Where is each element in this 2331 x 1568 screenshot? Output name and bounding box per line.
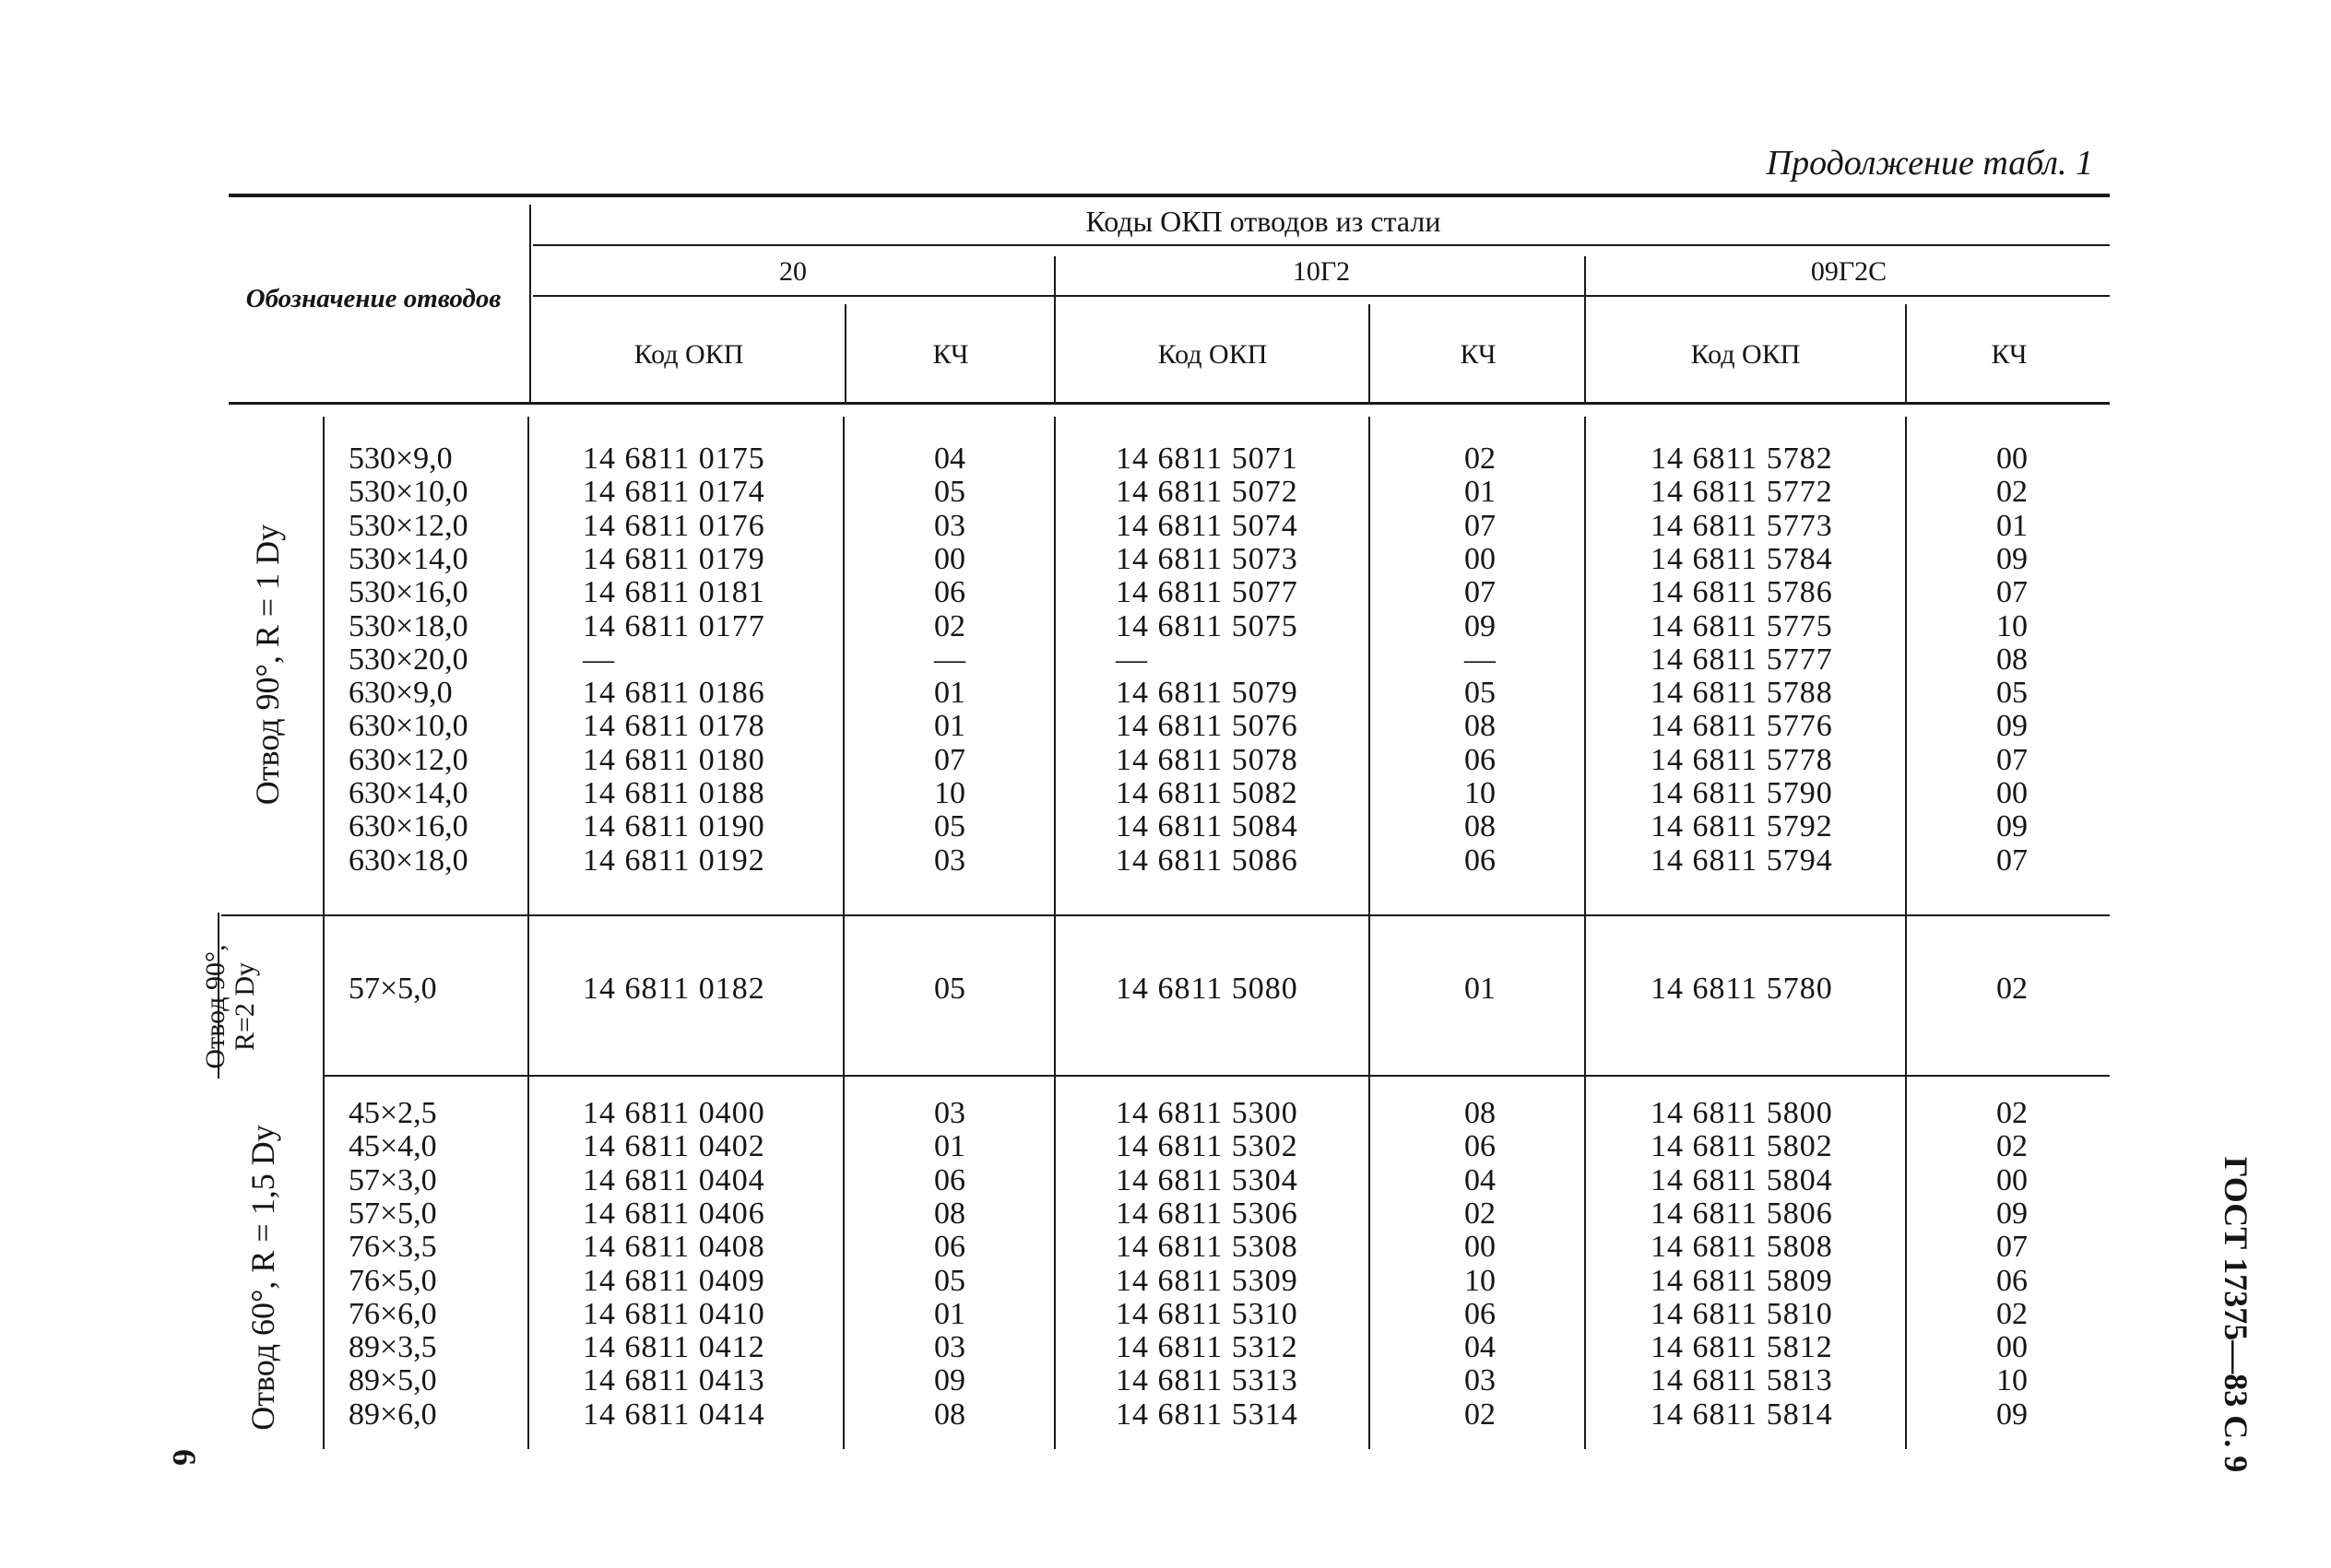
okp-code-cell-10g2: 14 6811 5309 [1116, 1263, 1298, 1298]
kch-cell-10g2: 08 [1464, 1096, 1496, 1130]
group-label-90-r1: Отвод 90°, R = 1 Dy [249, 524, 286, 806]
kch-cell-09g2s: 00 [1996, 1330, 2028, 1365]
designation-cell: 57×5,0 [349, 972, 437, 1006]
designation-cell: 76×5,0 [349, 1263, 437, 1298]
kch-header-10g2: КЧ [1460, 339, 1497, 370]
kch-cell-20: 05 [934, 1263, 965, 1298]
okp-code-cell-20: 14 6811 0410 [583, 1296, 765, 1331]
kch-cell-10g2: 01 [1464, 972, 1496, 1006]
designation-cell: 530×10,0 [349, 475, 468, 510]
steel-09g2s-header: 09Г2С [1810, 256, 1887, 287]
kch-cell-10g2: 02 [1464, 1397, 1496, 1432]
okp-code-cell-10g2: 14 6811 5074 [1116, 508, 1298, 543]
designation-cell: 530×20,0 [349, 642, 468, 677]
kch-cell-20: 03 [934, 843, 965, 878]
okp-code-cell-10g2: 14 6811 5300 [1116, 1096, 1298, 1130]
okp-code-cell-09g2s: 14 6811 5806 [1651, 1196, 1833, 1231]
kch-cell-09g2s: 02 [1996, 1296, 2028, 1331]
okp-code-cell-10g2: 14 6811 5313 [1116, 1363, 1298, 1398]
designation-cell: 530×14,0 [349, 541, 468, 576]
steel-20-header: 20 [779, 256, 807, 287]
designation-cell: 630×18,0 [349, 843, 468, 878]
kch-cell-09g2s: 00 [1996, 442, 2028, 476]
kch-cell-10g2: 00 [1464, 1230, 1496, 1265]
okp-code-cell-09g2s: 14 6811 5814 [1651, 1397, 1833, 1432]
body-divider-4 [1584, 417, 1586, 1449]
designation-cell: 89×5,0 [349, 1363, 437, 1398]
kch-cell-20: 08 [934, 1196, 965, 1231]
okp-code-cell-09g2s: 14 6811 5778 [1651, 742, 1833, 777]
kch-cell-10g2: 02 [1464, 442, 1496, 476]
kch-cell-09g2s: 09 [1996, 541, 2028, 576]
kch-cell-20: 10 [934, 776, 965, 810]
group-separator-2 [323, 1075, 2110, 1077]
subheader-rule [533, 295, 2110, 297]
okp-code-cell-20: 14 6811 0176 [583, 508, 765, 543]
table-continuation-caption: Продолжение табл. 1 [1766, 144, 2093, 183]
code-okp-header-20: Код ОКП [633, 339, 744, 370]
okp-code-cell-20: 14 6811 0179 [583, 541, 765, 576]
body-divider-5 [1905, 417, 1907, 1449]
designation-header: Обозначение отводов [245, 284, 502, 313]
okp-code-cell-10g2: 14 6811 5077 [1116, 575, 1298, 610]
designation-cell: 630×9,0 [349, 676, 453, 711]
header-divider-kch-3 [1905, 304, 1907, 404]
kch-cell-09g2s: 09 [1996, 709, 2028, 744]
kch-cell-09g2s: 05 [1996, 676, 2028, 711]
okp-code-cell-09g2s: 14 6811 5802 [1651, 1129, 1833, 1164]
designation-cell: 89×6,0 [349, 1397, 437, 1432]
kch-cell-10g2: 07 [1464, 575, 1496, 610]
kch-cell-10g2: 02 [1464, 1196, 1496, 1231]
kch-cell-09g2s: 00 [1996, 1162, 2028, 1197]
steel-header-rule [533, 244, 2110, 246]
kch-cell-10g2: 10 [1464, 776, 1496, 810]
kch-cell-20: 06 [934, 575, 965, 610]
designation-cell: 630×10,0 [349, 709, 468, 744]
kch-cell-10g2: 05 [1464, 676, 1496, 711]
kch-cell-10g2: 06 [1464, 742, 1496, 777]
okp-code-cell-20: 14 6811 0400 [583, 1096, 765, 1130]
okp-code-cell-09g2s: 14 6811 5788 [1651, 676, 1833, 711]
okp-code-cell-09g2s: 14 6811 5790 [1651, 776, 1833, 810]
okp-code-cell-10g2: 14 6811 5073 [1116, 541, 1298, 576]
header-divider-main [529, 205, 531, 404]
kch-cell-20: 05 [934, 475, 965, 510]
okp-code-cell-10g2: 14 6811 5082 [1116, 776, 1298, 810]
kch-cell-20: 04 [934, 442, 965, 476]
designation-cell: 57×5,0 [349, 1196, 437, 1231]
steel-10g2-header: 10Г2 [1292, 256, 1351, 287]
okp-code-cell-09g2s: 14 6811 5786 [1651, 575, 1833, 610]
kch-header-09g2s: КЧ [1991, 339, 2028, 370]
okp-code-cell-09g2s: 14 6811 5782 [1651, 442, 1833, 476]
okp-code-cell-09g2s: 14 6811 5776 [1651, 709, 1833, 744]
okp-code-cell-20: 14 6811 0180 [583, 742, 765, 777]
kch-cell-10g2: 10 [1464, 1263, 1496, 1298]
okp-code-cell-10g2: 14 6811 5314 [1116, 1397, 1298, 1432]
okp-code-cell-10g2: 14 6811 5076 [1116, 709, 1298, 744]
okp-code-cell-09g2s: 14 6811 5800 [1651, 1096, 1833, 1130]
okp-code-cell-10g2: 14 6811 5072 [1116, 475, 1298, 510]
kch-cell-20: 06 [934, 1230, 965, 1265]
okp-code-cell-09g2s: 14 6811 5808 [1651, 1230, 1833, 1265]
okp-code-cell-10g2: 14 6811 5302 [1116, 1129, 1298, 1164]
kch-cell-09g2s: 02 [1996, 475, 2028, 510]
kch-cell-09g2s: 06 [1996, 1263, 2028, 1298]
designation-cell: 45×2,5 [349, 1096, 437, 1130]
header-divider-steel-1 [1054, 256, 1056, 404]
kch-cell-20: 00 [934, 541, 965, 576]
okp-code-cell-10g2: 14 6811 5308 [1116, 1230, 1298, 1265]
okp-code-cell-09g2s: 14 6811 5809 [1651, 1263, 1833, 1298]
okp-code-cell-20: 14 6811 0175 [583, 442, 765, 476]
designation-cell: 57×3,0 [349, 1162, 437, 1197]
okp-code-cell-20: 14 6811 0182 [583, 972, 765, 1006]
group-separator-1 [221, 914, 2110, 916]
okp-code-cell-10g2: 14 6811 5075 [1116, 608, 1298, 643]
okp-code-cell-09g2s: 14 6811 5810 [1651, 1296, 1833, 1331]
okp-code-cell-10g2: 14 6811 5078 [1116, 742, 1298, 777]
header-divider-kch-2 [1368, 304, 1370, 404]
code-okp-header-10g2: Код ОКП [1157, 339, 1268, 370]
okp-codes-header: Коды ОКП отводов из стали [1085, 205, 1441, 238]
okp-code-cell-09g2s: 14 6811 5813 [1651, 1363, 1833, 1398]
okp-code-cell-10g2: 14 6811 5079 [1116, 676, 1298, 711]
kch-cell-09g2s: 07 [1996, 843, 2028, 878]
body-divider-1 [843, 417, 845, 1449]
header-bottom-rule [229, 402, 2110, 405]
okp-code-cell-20: — [583, 642, 615, 677]
okp-code-cell-10g2: 14 6811 5084 [1116, 809, 1298, 844]
okp-code-cell-09g2s: 14 6811 5780 [1651, 972, 1833, 1006]
okp-code-cell-10g2: 14 6811 5080 [1116, 972, 1298, 1006]
designation-cell: 530×18,0 [349, 608, 468, 643]
group-label-90-r2: Отвод 90°, R=2 Dy [200, 944, 260, 1069]
body-divider-3 [1368, 417, 1370, 1449]
kch-cell-20: 02 [934, 608, 965, 643]
designation-cell: 630×12,0 [349, 742, 468, 777]
okp-code-cell-20: 14 6811 0190 [583, 809, 765, 844]
okp-code-cell-09g2s: 14 6811 5794 [1651, 843, 1833, 878]
kch-cell-10g2: 04 [1464, 1162, 1496, 1197]
kch-cell-09g2s: 10 [1996, 1363, 2028, 1398]
okp-code-cell-20: 14 6811 0192 [583, 843, 765, 878]
okp-code-cell-10g2: 14 6811 5086 [1116, 843, 1298, 878]
kch-cell-20: 01 [934, 709, 965, 744]
okp-code-cell-20: 14 6811 0408 [583, 1230, 765, 1265]
okp-code-cell-20: 14 6811 0186 [583, 676, 765, 711]
designation-cell: 45×4,0 [349, 1129, 437, 1164]
code-okp-header-09g2s: Код ОКП [1690, 339, 1801, 370]
kch-cell-10g2: 08 [1464, 709, 1496, 744]
okp-code-cell-09g2s: 14 6811 5784 [1651, 541, 1833, 576]
okp-code-cell-20: 14 6811 0412 [583, 1330, 765, 1365]
okp-code-cell-20: 14 6811 0188 [583, 776, 765, 810]
body-divider-2 [1054, 417, 1056, 1449]
designation-cell: 530×12,0 [349, 508, 468, 543]
okp-code-cell-20: 14 6811 0181 [583, 575, 765, 610]
kch-cell-09g2s: 08 [1996, 642, 2028, 677]
kch-cell-10g2: 01 [1464, 475, 1496, 510]
kch-cell-09g2s: 07 [1996, 742, 2028, 777]
kch-cell-20: 03 [934, 508, 965, 543]
kch-cell-20: 08 [934, 1397, 965, 1432]
kch-cell-09g2s: 10 [1996, 608, 2028, 643]
kch-cell-20: 05 [934, 809, 965, 844]
kch-cell-10g2: 03 [1464, 1363, 1496, 1398]
okp-code-cell-20: 14 6811 0404 [583, 1162, 765, 1197]
kch-header-20: КЧ [932, 339, 969, 370]
table-top-rule [229, 194, 2110, 197]
gost-page-reference: ГОСТ 17375—83 С. 9 [2218, 1156, 2254, 1473]
kch-cell-10g2: 00 [1464, 541, 1496, 576]
kch-cell-20: 03 [934, 1330, 965, 1365]
kch-cell-09g2s: 01 [1996, 508, 2028, 543]
kch-cell-09g2s: 09 [1996, 1196, 2028, 1231]
kch-cell-09g2s: 02 [1996, 1129, 2028, 1164]
body-divider-label [323, 417, 325, 1449]
kch-cell-09g2s: 09 [1996, 809, 2028, 844]
kch-cell-20: 03 [934, 1096, 965, 1130]
okp-code-cell-09g2s: 14 6811 5804 [1651, 1162, 1833, 1197]
designation-cell: 630×14,0 [349, 776, 468, 810]
kch-cell-09g2s: 07 [1996, 1230, 2028, 1265]
kch-cell-20: 07 [934, 742, 965, 777]
okp-code-cell-20: 14 6811 0406 [583, 1196, 765, 1231]
kch-cell-09g2s: 07 [1996, 575, 2028, 610]
okp-code-cell-20: 14 6811 0174 [583, 475, 765, 510]
okp-code-cell-09g2s: 14 6811 5773 [1651, 508, 1833, 543]
designation-cell: 76×3,5 [349, 1230, 437, 1265]
okp-code-cell-20: 14 6811 0414 [583, 1397, 765, 1432]
designation-cell: 630×16,0 [349, 809, 468, 844]
group-label-60-r15: Отвод 60°, R = 1,5 Dy [244, 1125, 281, 1431]
kch-cell-10g2: 07 [1464, 508, 1496, 543]
kch-cell-10g2: 06 [1464, 1296, 1496, 1331]
okp-code-cell-10g2: 14 6811 5306 [1116, 1196, 1298, 1231]
okp-code-cell-10g2: 14 6811 5304 [1116, 1162, 1298, 1197]
okp-code-cell-20: 14 6811 0413 [583, 1363, 765, 1398]
kch-cell-10g2: — [1464, 642, 1496, 677]
okp-code-cell-09g2s: 14 6811 5812 [1651, 1330, 1833, 1365]
kch-cell-09g2s: 09 [1996, 1397, 2028, 1432]
okp-code-cell-20: 14 6811 0178 [583, 709, 765, 744]
okp-code-cell-09g2s: 14 6811 5777 [1651, 642, 1833, 677]
kch-cell-20: 06 [934, 1162, 965, 1197]
okp-code-cell-20: 14 6811 0402 [583, 1129, 765, 1164]
okp-code-cell-09g2s: 14 6811 5792 [1651, 809, 1833, 844]
okp-code-cell-20: 14 6811 0409 [583, 1263, 765, 1298]
header-divider-kch-1 [845, 304, 846, 404]
header-divider-steel-2 [1584, 256, 1586, 404]
okp-code-cell-10g2: 14 6811 5312 [1116, 1330, 1298, 1365]
okp-code-cell-20: 14 6811 0177 [583, 608, 765, 643]
kch-cell-09g2s: 02 [1996, 1096, 2028, 1130]
kch-cell-20: 09 [934, 1363, 965, 1398]
kch-cell-10g2: 04 [1464, 1330, 1496, 1365]
kch-cell-09g2s: 02 [1996, 972, 2028, 1006]
okp-code-cell-10g2: 14 6811 5310 [1116, 1296, 1298, 1331]
kch-cell-20: 01 [934, 1296, 965, 1331]
kch-cell-10g2: 09 [1464, 608, 1496, 643]
kch-cell-10g2: 06 [1464, 843, 1496, 878]
body-divider-main [527, 417, 529, 1449]
designation-cell: 89×3,5 [349, 1330, 437, 1365]
designation-cell: 530×16,0 [349, 575, 468, 610]
kch-cell-10g2: 08 [1464, 809, 1496, 844]
okp-code-cell-09g2s: 14 6811 5775 [1651, 608, 1833, 643]
kch-cell-20: — [934, 642, 965, 677]
kch-cell-20: 05 [934, 972, 965, 1006]
designation-cell: 76×6,0 [349, 1296, 437, 1331]
kch-cell-10g2: 06 [1464, 1129, 1496, 1164]
designation-cell: 530×9,0 [349, 442, 453, 476]
kch-cell-20: 01 [934, 1129, 965, 1164]
okp-code-cell-10g2: 14 6811 5071 [1116, 442, 1298, 476]
okp-code-cell-09g2s: 14 6811 5772 [1651, 475, 1833, 510]
okp-code-cell-10g2: — [1116, 642, 1148, 677]
page-number-rotated: 6 [166, 1449, 203, 1466]
kch-cell-20: 01 [934, 676, 965, 711]
kch-cell-09g2s: 00 [1996, 776, 2028, 810]
